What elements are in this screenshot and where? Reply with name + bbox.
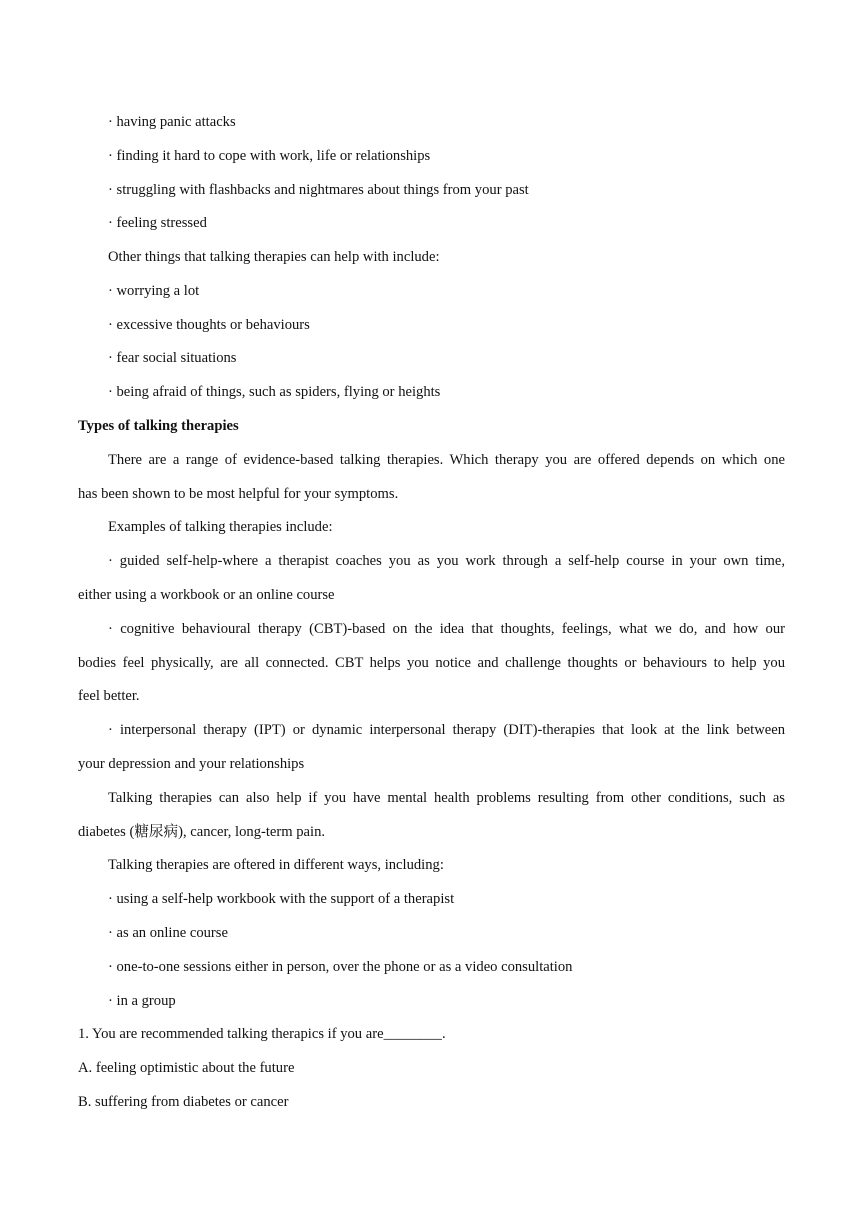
guided-self-help-line-1: · guided self-help-where a therapist coaches you as you work through a self-help course in your own time, — [108, 553, 785, 569]
option-b[interactable]: B. suffering from diabetes or cancer — [78, 1094, 289, 1110]
cbt-line-3: feel better. — [78, 688, 140, 704]
question-stem: 1. You are recommended talking therapics if you are________. — [78, 1026, 446, 1042]
conditions-line-1: Talking therapies can also help if you have mental health problems resulting from other conditions, such as — [108, 790, 785, 806]
bullet-online-course: · as an online course — [108, 925, 228, 941]
bullet-in-a-group: · in a group — [108, 993, 176, 1009]
range-paragraph-line-2: has been shown to be most helpful for your symptoms. — [78, 486, 399, 502]
conditions-line-2: diabetes (糖尿病), cancer, long-term pain. — [78, 824, 326, 840]
bullet-one-to-one: · one-to-one sessions either in person, over the phone or as a video consultation — [108, 959, 573, 975]
option-a[interactable]: A. feeling optimistic about the future — [78, 1060, 295, 1076]
bullet-panic-attacks: · having panic attacks — [108, 114, 236, 130]
bullet-feeling-stressed: · feeling stressed — [108, 215, 207, 231]
ipt-line-2: your depression and your relationships — [78, 756, 305, 772]
bullet-worrying: · worrying a lot — [108, 283, 200, 299]
cbt-line-2: bodies feel physically, are all connected. CBT helps you notice and challenge thoughts or behaviours to help you — [78, 655, 785, 671]
guided-self-help-line-2: either using a workbook or an online course — [78, 587, 335, 603]
bullet-flashbacks: · struggling with flashbacks and nightmares about things from your past — [108, 182, 529, 198]
cbt-line-1: · cognitive behavioural therapy (CBT)-based on the idea that thoughts, feelings, what we do, and how our — [108, 621, 785, 637]
bullet-afraid-of-things: · being afraid of things, such as spiders, flying or heights — [108, 384, 441, 400]
range-paragraph-line-1: There are a range of evidence-based talking therapies. Which therapy you are offered depends on which one — [108, 452, 785, 468]
bullet-excessive-thoughts: · excessive thoughts or behaviours — [108, 317, 310, 333]
bullet-self-help-workbook: · using a self-help workbook with the support of a therapist — [108, 891, 455, 907]
bullet-hard-to-cope: · finding it hard to cope with work, life or relationships — [108, 148, 431, 164]
other-things-intro: Other things that talking therapies can help with include: — [108, 249, 440, 265]
section-heading: Types of talking therapies — [78, 418, 239, 434]
offered-intro: Talking therapies are oftered in different ways, including: — [108, 857, 444, 873]
examples-intro: Examples of talking therapies include: — [108, 519, 333, 535]
ipt-line-1: · interpersonal therapy (IPT) or dynamic interpersonal therapy (DIT)-therapies that look at the link between — [108, 722, 785, 738]
bullet-fear-social: · fear social situations — [108, 350, 237, 366]
